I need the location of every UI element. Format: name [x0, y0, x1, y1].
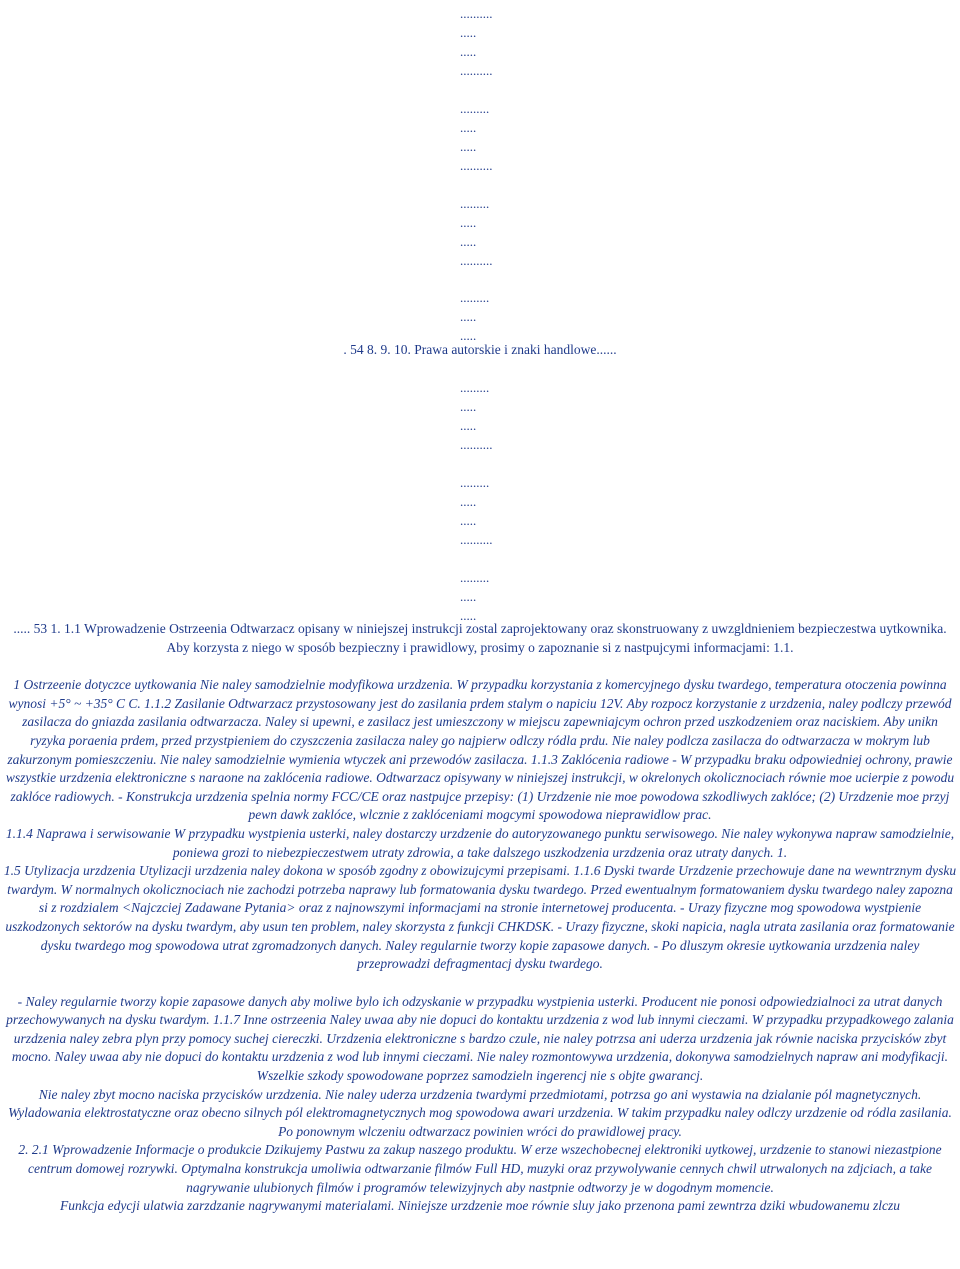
- paragraph-product-info: 2. 2.1 Wprowadzenie Informacje o produkcie Dzikujemy Pastwu za zakup naszego produktu. W erze wszechobecnej elektroniki uytkowej, urzdzenie to stanowi niezastpione centrum domowej rozrywki. Optymalna konstrukcja umoliwia odtwarzanie filmów Full HD, muzyki oraz przywolywanie cennych chwil utrwalonych na zdjciach, a take nagrywanie ulubionych filmów i programów telewizyjnych aby nastpnie odtworzy je w dogodnym momencie.: [18, 1142, 942, 1195]
- toc-dots: .........: [460, 196, 490, 211]
- toc-dots: ..........: [460, 253, 493, 268]
- toc-dots-group-1: [460, 4, 493, 80]
- paragraph-backup-other-warnings: - Naley regularnie tworzy kopie zapasowe danych aby moliwe bylo ich odzyskanie w przypadku wystpienia usterki. Producent nie ponosi odpowiedzialnoci za utrat danych przechowywanych na dysku twardym. 1.1.7 Inne ostrzeenia Naley uwaa aby nie dopuci do kontaktu urzdzenia z wod lub innymi cieczami. W przypadku przypadkowego zalania urzdzenia naley zebra plyn przy pomocy suchej ciereczki. Urzdzenia elektroniczne s bardzo czule, nie naley potrzsa ani uderza urzdzenia jak równie naciska przycisków zbyt mocno. Naley uwaa aby nie dopuci do kontaktu urzdzenia z wod lub innymi cieczami. Nie naley rozmontowywa urzdzenia, dokonywa samodzielnych napraw ani modyfikacji. Wszelkie szkody spowodowane poprzez samodzieln ingerencj nie s objte gwarancj.: [6, 993, 954, 1084]
- toc-dots: .........: [460, 475, 490, 490]
- toc-dots: .....: [460, 608, 477, 623]
- toc-dots: .....: [460, 25, 477, 40]
- toc-dots: .....: [460, 418, 477, 433]
- toc-dots-group-3: [460, 194, 493, 270]
- toc-dots-group-7: [460, 568, 489, 625]
- toc-dots: .....: [460, 309, 477, 324]
- toc-dots: ..........: [460, 158, 493, 173]
- toc-dots: .....: [460, 513, 477, 528]
- toc-dots: .....: [460, 328, 477, 343]
- toc-dots: ..........: [460, 63, 493, 78]
- toc-dots: .....: [460, 234, 477, 249]
- toc-dots: .....: [460, 399, 477, 414]
- toc-dots: .....: [460, 494, 477, 509]
- paragraph-introduction: ..... 53 1. 1.1 Wprowadzenie Ostrzeenia Odtwarzacz opisany w niniejszej instrukcji zostal zaprojektowany oraz skonstruowany z uwzgldnieniem bezpieczestwa uytkownika. Aby korzysta z niego w sposób bezpieczny i prawidlowy, prosimy o zapoznanie si z nastpujcymi informacjami: 1.1.: [13, 621, 947, 655]
- toc-line-copyright: . 54 8. 9. 10. Prawa autorskie i znaki handlowe......: [343, 342, 617, 357]
- paragraph-repair-service: 1.1.4 Naprawa i serwisowanie W przypadku wystpienia usterki, naley dostarczy urzdzenie do autoryzowanego punktu serwisowego. Nie naley wykonywa napraw samodzielnie, poniewa grozi to niebezpieczestwem utraty zdrowia, a take dalszego uszkodzenia urzdzenia oraz utraty danych. 1.: [5, 825, 955, 860]
- toc-dots: .....: [460, 139, 477, 154]
- toc-dots: .........: [460, 290, 490, 305]
- toc-dots-group-5: [460, 378, 493, 454]
- toc-dots-group-2: [460, 99, 493, 175]
- toc-dots: .....: [460, 120, 477, 135]
- toc-dots: .....: [460, 215, 477, 230]
- paragraph-buttons-esd: Nie naley zbyt mocno naciska przycisków urzdzenia. Nie naley uderza urzdzenia twardymi przedmiotami, potrzsa go ani wystawia na dzialanie pól magnetycznych. Wyladowania elektrostatyczne oraz obecno silnych pól elektromagnetycznych mog spowodowa awari urzdzenia. W takim przypadku naley odlczy urzdzenie od ródla zasilania. Po ponownym wlczeniu odtwarzacz powinien wróci do prawidlowej pracy.: [8, 1086, 952, 1139]
- toc-dots: .........: [460, 570, 490, 585]
- paragraph-disposal-hdd: 1.5 Utylizacja urzdzenia Utylizacji urzdzenia naley dokona w sposób zgodny z obowizujcymi przepisami. 1.1.6 Dyski twarde Urzdzenie przechowuje dane na wewntrznym dysku twardym. W normalnych okolicznociach nie zachodzi potrzeba naprawy lub formatowania dysku twardego. Przed ewentualnym formatowaniem dysku twardego naley zapozna si z rozdzialem <Najczciej Zadawane Pytania> oraz z najnowszymi informacjami na stronie internetowej producenta. - Urazy fizyczne mog spowodowa wystpienie uszkodzonych sektorów na dysku twardym, aby usun ten problem, naley skorzysta z funkcji CHKDSK. - Urazy fizyczne, skoki napicia, nagla utrata zasilania oraz formatowanie dysku twardego mog spowodowa utrat zgromadzonych danych. Naley regularnie tworzy kopie zapasowe danych. - Po dluszym okresie uytkowania urzdzenia naley przeprowadzi defragmentacj dysku twardego.: [3, 863, 957, 972]
- paragraph-usage-warnings: 1 Ostrzeenie dotyczce uytkowania Nie naley samodzielnie modyfikowa urzdzenia. W przypadku korzystania z komercyjnego dysku twardego, temperatura otoczenia powinna wynosi +5° ~ +35° C C. 1.1.2 Zasilanie Odtwarzacz przystosowany jest do zasilania prdem stalym o napiciu 12V. Aby rozpocz korzystanie z urzdzenia, naley podlczy przewód zasilacza do gniazda zasilania odtwarzacza. Naley si upewni, e zasilacz jest umieszczony w miejscu zapewniajcym ochron przed uszkodzeniem oraz naciskiem. Aby unikn ryzyka poraenia prdem, przed przystpieniem do czyszczenia zasilacza naley go najpierw odlczy ródla prdu. Nie naley podlcza zasilacza do odtwarzacza w mokrym lub zakurzonym pomieszczeniu. Nie naley samodzielnie wymienia wtyczek ani przewodów zasilacza. 1.1.3 Zaklócenia radiowe - W przypadku braku odpowiedniej ochrony, prawie wszystkie urzdzenia elektroniczne s naraone na zaklócenia radiowe. Odtwarzacz opisywany w niniejszej instrukcji, w okrelonych okolicznociach równie moe ucierpie z powodu zaklóce radiowych. - Konstrukcja urzdzenia spelnia normy FCC/CE oraz nastpujce przepisy: (1) Urzdzenie nie moe powodowa szkodliwych zaklóce; (2) Urzdzenie moe przyj pewn dawk zaklóce, wlcznie z zaklóceniami mogcymi spowodowa nieprawidlow prac.: [5, 677, 955, 823]
- toc-dots-group-6: [460, 473, 493, 549]
- toc-dots-group-4: [460, 288, 489, 345]
- toc-dots: .........: [460, 380, 490, 395]
- toc-dots: .........: [460, 101, 490, 116]
- toc-dots: .....: [460, 44, 477, 59]
- toc-dots: ..........: [460, 437, 493, 452]
- manual-body: [0, 620, 960, 1216]
- toc-dots: ..........: [460, 6, 493, 21]
- toc-dots: ..........: [460, 532, 493, 547]
- paragraph-edit-function: Funkcja edycji ulatwia zarzdzanie nagrywanymi materialami. Niniejsze urzdzenie moe równie sluy jako przenona pami zewntrza dziki wbudowanemu zlczu: [60, 1198, 900, 1214]
- toc-dots: .....: [460, 589, 477, 604]
